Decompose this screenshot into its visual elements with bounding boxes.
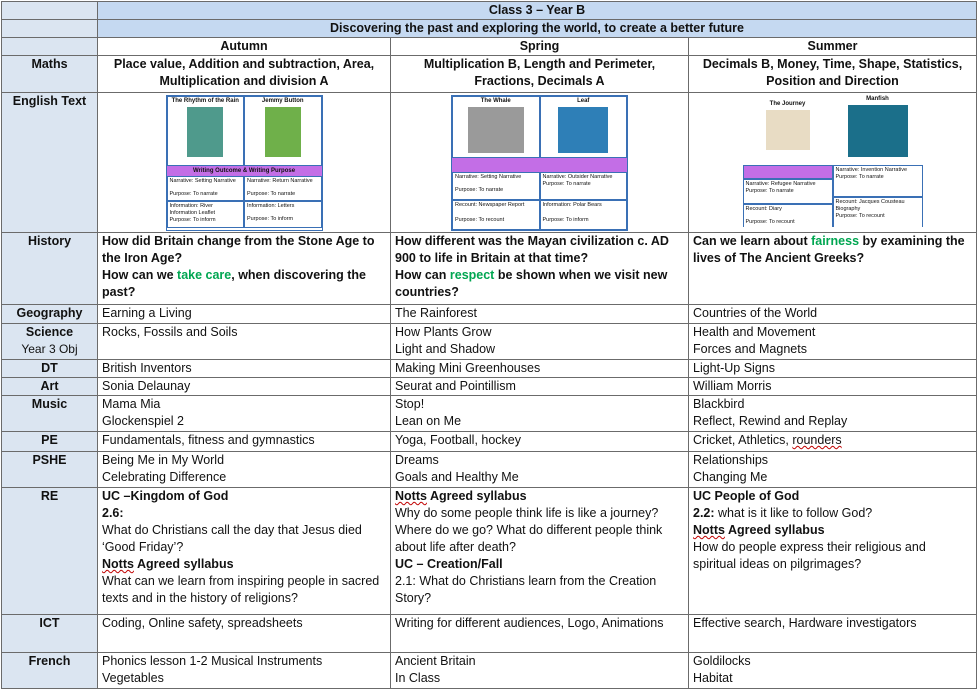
- music-autumn: [98, 396, 391, 432]
- book-cover-image: [766, 110, 810, 150]
- writing-outcome-banner: Writing Outcome & Writing Purpose: [167, 166, 322, 176]
- purpose-text: Purpose: To narrate: [455, 187, 504, 193]
- value-word: take care: [177, 268, 232, 282]
- subject-english: English Text: [2, 93, 98, 233]
- page-subtitle: Discovering the past and exploring the world, to create a better future: [98, 20, 977, 38]
- book-cover-image: [468, 107, 524, 153]
- science-topic: How Plants Grow: [395, 325, 492, 339]
- re-question: 2.1: What do Christians learn from the Creation Story?: [395, 574, 657, 605]
- re-question: What can we learn from inspiring people in sacred texts and in the history of religions?: [102, 574, 380, 605]
- re-heading: UC –Kingdom of God: [102, 489, 229, 503]
- re-heading: Notts: [395, 489, 427, 503]
- english-spring: [391, 93, 689, 233]
- re-spring: [391, 488, 689, 615]
- geography-autumn: Earning a Living: [98, 305, 391, 324]
- geography-spring: The Rainforest: [391, 305, 689, 324]
- subject-pe: PE: [2, 432, 98, 452]
- book-title: The Rhythm of the Rain: [171, 98, 239, 104]
- history-autumn: [98, 233, 391, 305]
- purpose-text: Purpose: To inform: [542, 217, 589, 223]
- art-autumn: Sonia Delaunay: [98, 378, 391, 396]
- pe-autumn: Fundamentals, fitness and gymnastics: [98, 432, 391, 452]
- french-summer: [689, 653, 977, 689]
- book-cover-image: [848, 105, 908, 157]
- narrative-text: Narrative: Setting Narrative: [455, 174, 522, 180]
- purpose-text: Purpose: To narrate: [835, 174, 884, 180]
- re-heading: Notts: [102, 557, 134, 571]
- history-summer: [689, 233, 977, 305]
- pshe-autumn: [98, 452, 391, 488]
- english-spring-card: [451, 95, 628, 231]
- music-spring: [391, 396, 689, 432]
- music-summer: [689, 396, 977, 432]
- re-heading: Agreed syllabus: [426, 489, 527, 503]
- history-spring: [391, 233, 689, 305]
- history-question: How can: [395, 268, 450, 282]
- pshe-topic: Changing Me: [693, 470, 768, 484]
- history-question: How can we: [102, 268, 178, 282]
- purpose-text: Purpose: To inform: [247, 216, 294, 222]
- french-autumn: [98, 653, 391, 689]
- english-autumn-card: [166, 95, 323, 231]
- re-heading: 2.2:: [693, 506, 715, 520]
- purpose-text: Purpose: To recount: [745, 219, 795, 225]
- french-topic: Goldilocks: [693, 654, 751, 668]
- history-question: , when discovering the past?: [102, 268, 366, 299]
- pe-topic: Cricket, Athletics,: [693, 433, 793, 447]
- ict-autumn: Coding, Online safety, spreadsheets: [98, 615, 391, 653]
- music-topic: Blackbird: [693, 397, 745, 411]
- re-heading: UC People of God: [693, 489, 800, 503]
- science-topic: Light and Shadow: [395, 342, 496, 356]
- music-topic: Reflect, Rewind and Replay: [693, 414, 848, 428]
- music-topic: Glockenspiel 2: [102, 414, 184, 428]
- re-heading: 2.6:: [102, 506, 124, 520]
- information-text: Information: Polar Bears: [542, 202, 602, 208]
- corner-cell-2: [2, 20, 98, 38]
- recount-text: Recount: Diary: [745, 206, 782, 212]
- french-topic: In Class: [395, 671, 441, 685]
- purpose-text: Purpose: To inform: [169, 217, 216, 223]
- term-autumn-header: Autumn: [98, 38, 391, 56]
- subject-history: History: [2, 233, 98, 305]
- book-cover-image: [558, 107, 608, 153]
- book-cover-image: [265, 107, 301, 157]
- pshe-topic: Celebrating Difference: [102, 470, 227, 484]
- re-heading: Agreed syllabus: [133, 557, 234, 571]
- purpose-text: Purpose: To recount: [835, 213, 885, 219]
- ict-summer: Effective search, Hardware investigators: [689, 615, 977, 653]
- science-topic: Health and Movement: [693, 325, 816, 339]
- subject-re: RE: [2, 488, 98, 615]
- value-word: fairness: [811, 234, 860, 248]
- subject-ict: ICT: [2, 615, 98, 653]
- music-topic: Mama Mia: [102, 397, 161, 411]
- re-question: Why do some people think life is like a journey? Where do we go? What do different people think about life after death?: [395, 506, 663, 554]
- recount-text: Recount: Newspaper Report: [455, 202, 525, 208]
- french-topic: Phonics lesson 1-2 Musical Instruments: [102, 654, 323, 668]
- maths-summer: Decimals B, Money, Time, Shape, Statistics, Position and Direction: [689, 56, 977, 93]
- art-spring: Seurat and Pointillism: [391, 378, 689, 396]
- pe-topic-spellcheck: rounders: [792, 433, 842, 447]
- geography-summer: Countries of the World: [689, 305, 977, 324]
- music-topic: Lean on Me: [395, 414, 462, 428]
- term-summer-header: Summer: [689, 38, 977, 56]
- pe-spring: Yoga, Football, hockey: [391, 432, 689, 452]
- re-question: What do Christians call the day that Jesus died ‘Good Friday’?: [102, 523, 362, 554]
- narrative-text: Narrative: Invention Narrative: [835, 167, 908, 173]
- re-question: How do people express their religious and spiritual ideas on pilgrimages?: [693, 540, 926, 571]
- re-heading: Agreed syllabus: [724, 523, 825, 537]
- french-topic: Ancient Britain: [395, 654, 476, 668]
- narrative-text: Narrative: Refugee Narrative: [745, 181, 816, 187]
- book-cover-image: [187, 107, 223, 157]
- english-autumn: [98, 93, 391, 233]
- corner-cell: [2, 2, 98, 20]
- term-spring-header: Spring: [391, 38, 689, 56]
- history-question: How did Britain change from the Stone Age to the Iron Age?: [102, 234, 375, 265]
- science-summer: [689, 324, 977, 360]
- subject-geography: Geography: [2, 305, 98, 324]
- re-heading: Notts: [693, 523, 725, 537]
- recount-text: Recount: Jacques Cousteau Biography: [835, 199, 905, 212]
- pshe-topic: Goals and Healthy Me: [395, 470, 519, 484]
- dt-summer: Light-Up Signs: [689, 360, 977, 378]
- english-summer: [689, 93, 977, 233]
- purpose-text: Purpose: To narrate: [247, 191, 296, 197]
- re-summer: [689, 488, 977, 615]
- maths-spring: Multiplication B, Length and Perimeter, Fractions, Decimals A: [391, 56, 689, 93]
- narrative-text: Narrative: Setting Narrative: [169, 178, 236, 184]
- music-topic: Stop!: [395, 397, 425, 411]
- book-title: The Whale: [480, 98, 511, 104]
- pshe-topic: Relationships: [693, 453, 769, 467]
- history-question: How different was the Mayan civilization c. AD 900 to life in Britain at that time?: [395, 234, 669, 265]
- narrative-text: Narrative: Return Narrative: [247, 178, 313, 184]
- re-autumn: [98, 488, 391, 615]
- subject-dt: DT: [2, 360, 98, 378]
- ict-spring: Writing for different audiences, Logo, Animations: [391, 615, 689, 653]
- history-question: by examining the lives of The Ancient Greeks?: [693, 234, 965, 265]
- subject-science: [2, 324, 98, 360]
- information-text: Information: River Information Leaflet: [169, 203, 216, 216]
- science-spring: [391, 324, 689, 360]
- dt-spring: Making Mini Greenhouses: [391, 360, 689, 378]
- writing-outcome-banner: [452, 158, 627, 172]
- science-label: Science: [25, 325, 74, 339]
- purpose-text: Purpose: To recount: [455, 217, 505, 223]
- value-word: respect: [449, 268, 495, 282]
- book-title: Manfish: [866, 96, 889, 102]
- pe-summer: [689, 432, 977, 452]
- pshe-spring: [391, 452, 689, 488]
- english-summer-card: [743, 95, 923, 229]
- subject-maths: Maths: [2, 56, 98, 93]
- french-topic: Vegetables: [102, 671, 164, 685]
- science-autumn: Rocks, Fossils and Soils: [98, 324, 391, 360]
- science-topic: Forces and Magnets: [693, 342, 807, 356]
- dt-autumn: British Inventors: [98, 360, 391, 378]
- corner-cell-3: [2, 38, 98, 56]
- narrative-text: Narrative: Outsider Narrative: [542, 174, 613, 180]
- art-summer: William Morris: [689, 378, 977, 396]
- pshe-summer: [689, 452, 977, 488]
- history-question: Can we learn about: [693, 234, 812, 248]
- subject-music: Music: [2, 396, 98, 432]
- subject-french: French: [2, 653, 98, 689]
- pshe-topic: Dreams: [395, 453, 439, 467]
- book-title: Leaf: [577, 98, 590, 104]
- french-topic: Habitat: [693, 671, 733, 685]
- information-text: Information: Letters: [247, 203, 295, 209]
- purpose-text: Purpose: To narrate: [169, 191, 218, 197]
- book-title: The Journey: [769, 101, 806, 107]
- history-question: be shown when we visit new countries?: [395, 268, 668, 299]
- re-heading: UC – Creation/Fall: [395, 557, 503, 571]
- subject-pshe: PSHE: [2, 452, 98, 488]
- curriculum-table: [1, 1, 977, 689]
- subject-art: Art: [2, 378, 98, 396]
- book-title: Jemmy Button: [261, 98, 304, 104]
- purpose-text: Purpose: To narrate: [745, 188, 794, 194]
- re-question: what is it like to follow God?: [714, 506, 873, 520]
- french-spring: [391, 653, 689, 689]
- science-sublabel: Year 3 Obj: [21, 342, 78, 356]
- purpose-text: Purpose: To narrate: [542, 181, 591, 187]
- pshe-topic: Being Me in My World: [102, 453, 225, 467]
- page-title: Class 3 – Year B: [98, 2, 977, 20]
- maths-autumn: Place value, Addition and subtraction, Area, Multiplication and division A: [98, 56, 391, 93]
